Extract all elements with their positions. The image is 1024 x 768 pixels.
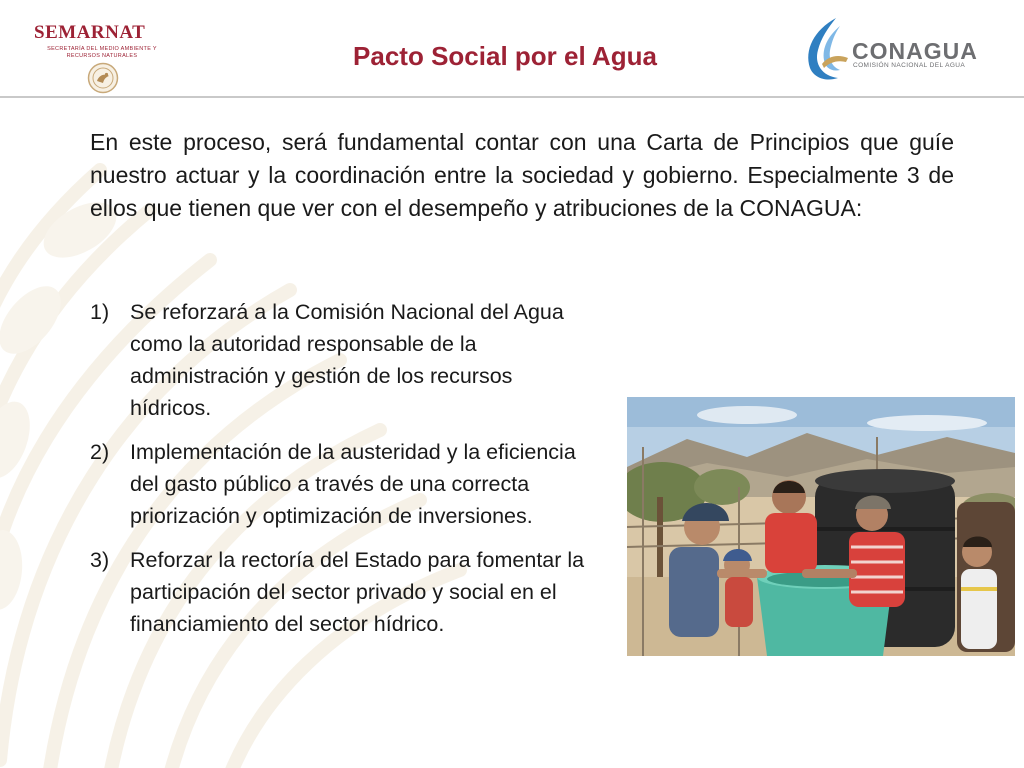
semarnat-name: SEMARNAT (34, 22, 146, 43)
semarnat-subtitle: SECRETARÍA DEL MEDIO AMBIENTE Y RECURSOS NATURALES (47, 46, 157, 59)
list-item (90, 296, 590, 424)
list-item (90, 436, 590, 532)
page-title: Pacto Social por el Agua (353, 41, 657, 71)
conagua-subtitle: COMISIÓN NACIONAL DEL AGUA (853, 62, 966, 69)
conagua-name: CONAGUA (852, 38, 978, 64)
header-divider (0, 96, 1024, 98)
list-item (90, 544, 590, 640)
eagle-seal-icon (87, 62, 119, 94)
list-item-number: 3) (90, 548, 110, 572)
list-item-number: 2) (90, 440, 110, 464)
semarnat-logo (30, 18, 180, 96)
principles-list (90, 296, 590, 652)
water-drop-logo-icon (800, 16, 852, 84)
children-water-tank-photo (627, 397, 1015, 656)
list-item-text: Se reforzará a la Comisión Nacional del Agua como la autoridad responsable de la administración y gestión de los recursos hídricos. (130, 300, 564, 420)
intro-paragraph: En este proceso, será fundamental contar con una Carta de Principios que guíe nuestro actuar y la coordinación entre la sociedad y gobierno. Especialmente 3 de ellos que tienen que ver con el desempeño y atribuciones de la CONAGUA: (90, 129, 954, 221)
list-item-number: 1) (90, 300, 110, 324)
header (0, 0, 1024, 98)
list-item-text: Reforzar la rectoría del Estado para fomentar la participación del sector privado y social en el financiamiento del sector hídrico. (130, 548, 585, 636)
list-item-text: Implementación de la austeridad y la eficiencia del gasto público a través de una correcta priorización y optimización de inversiones. (130, 440, 576, 528)
conagua-logo (800, 16, 1000, 86)
